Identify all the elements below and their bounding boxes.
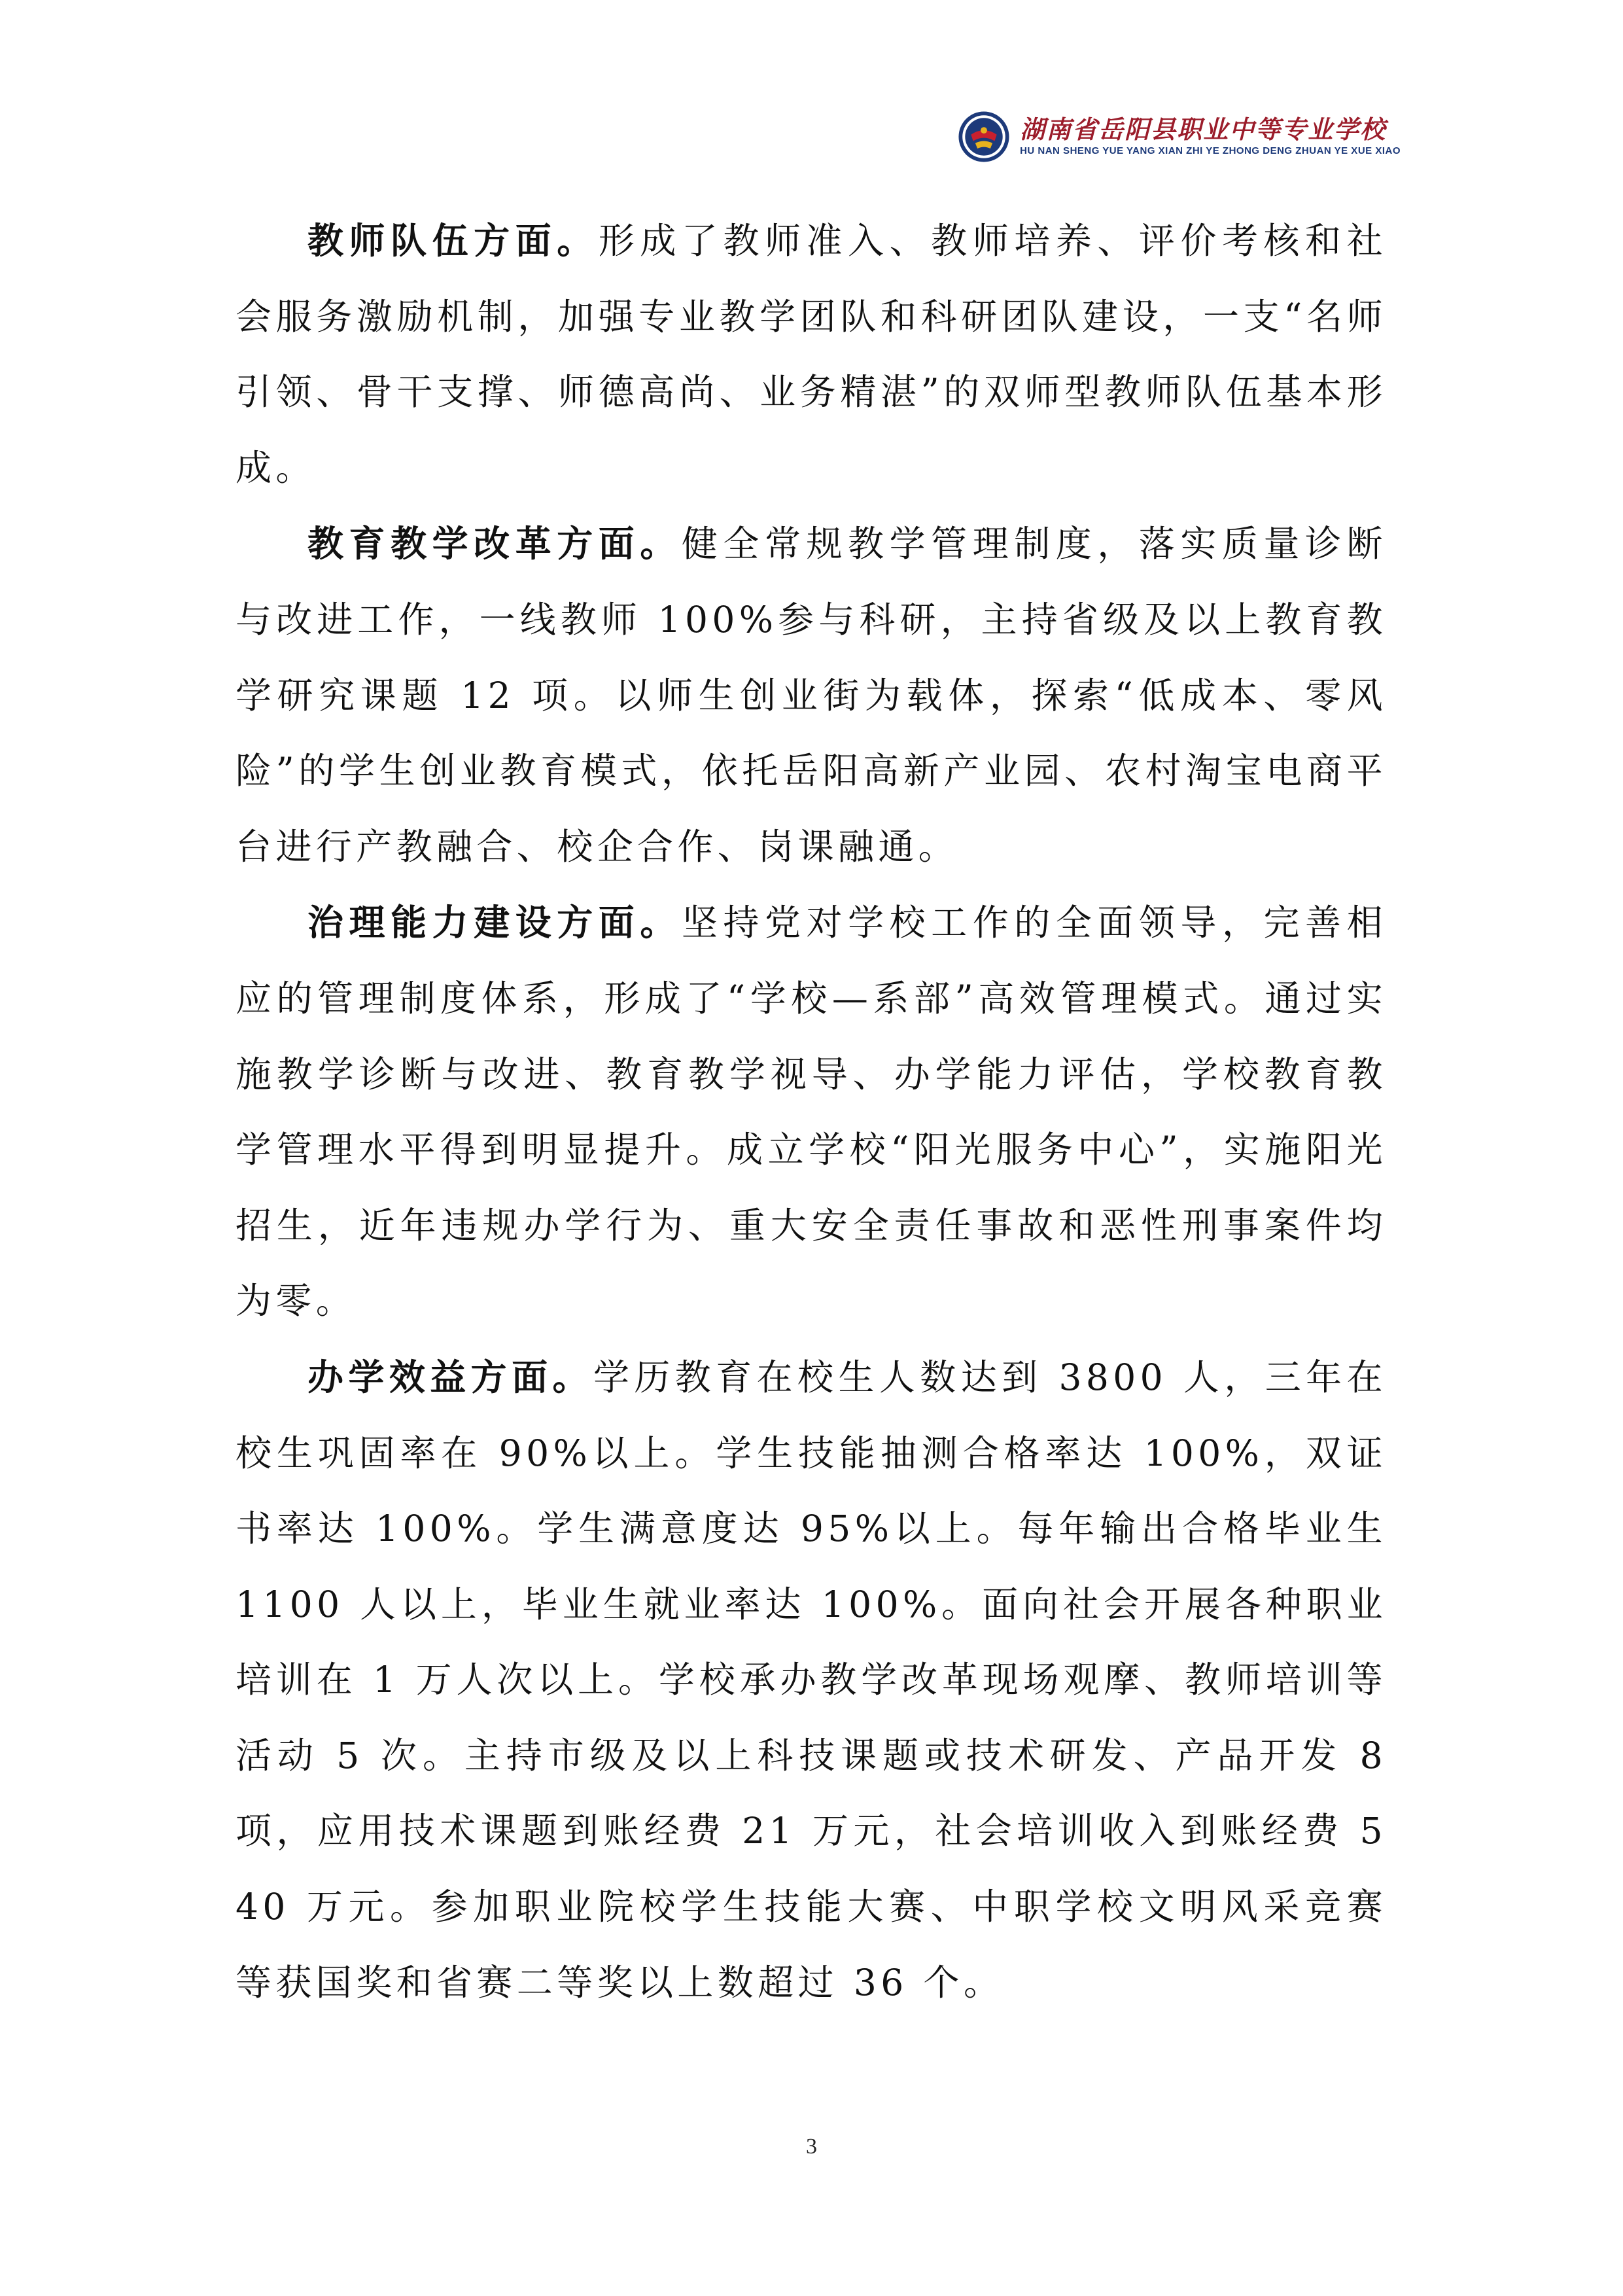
paragraph-text: 坚持党对学校工作的全面领导，完善相应的管理制度体系，形成了“学校—系部”高效管理模式。通过实施教学诊断与改进、教育教学视导、办学能力评估，学校教育教学管理水平得到明显提升。成立学校“阳光服务中心”，实施阳光招生，近年违规办学行为、重大安全责任事故和恶性刑事案件均为零。 xyxy=(236,902,1387,1322)
school-emblem-icon xyxy=(957,110,1011,164)
paragraph-heading: 办学效益方面。 xyxy=(307,1355,593,1398)
school-name-pinyin: HU NAN SHENG YUE YANG XIAN ZHI YE ZHONG DENG ZHUAN YE XUE XIAO xyxy=(1020,145,1401,156)
paragraph-school-benefits xyxy=(236,1339,1387,2021)
page-number: 3 xyxy=(806,2134,817,2159)
paragraph-heading: 教师队伍方面。 xyxy=(307,219,599,262)
header-text xyxy=(1020,115,1401,158)
paragraph-text: 形成了教师准入、教师培养、评价考核和社会服务激励机制，加强专业教学团队和科研团队建设，一支“名师引领、骨干支撑、师德高尚、业务精湛”的双师型教师队伍基本形成。 xyxy=(236,220,1387,489)
paragraph-teachers xyxy=(236,203,1387,506)
paragraph-heading: 教育教学改革方面。 xyxy=(307,522,682,565)
document-body xyxy=(236,203,1387,2021)
paragraph-text: 健全常规教学管理制度，落实质量诊断与改进工作，一线教师 100%参与科研，主持省级及以上教育教学研究课题 12 项。以师生创业街为载体，探索“低成本、零风险”的学生创业教育模式，依托岳阳高新产业园、农村淘宝电商平台进行产教融合、校企合作、岗课融通。 xyxy=(236,523,1387,868)
school-name: 湖南省岳阳县职业中等专业学校 xyxy=(1020,115,1387,144)
paragraph-governance xyxy=(236,885,1387,1339)
paragraph-text: 学历教育在校生人数达到 3800 人，三年在校生巩固率在 90%以上。学生技能抽测合格率达 100%，双证书率达 100%。学生满意度达 95%以上。每年输出合格毕业生 1100 人以上，毕业生就业率达 100%。面向社会开展各种职业培训在 1 万人次以上。学校承办教学改革现场观摩、教师培训等活动 5 次。主持市级及以上科技课题或技术研发、产品开发 8 项，应用技术课题到账经费 21 万元，社会培训收入到账经费 540 万元。参加职业院校学生技能大赛、中职学校文明风采竞赛等获国奖和省赛二等奖以上数超过 36 个。 xyxy=(236,1356,1387,2004)
paragraph-heading: 治理能力建设方面。 xyxy=(307,901,682,944)
page-header xyxy=(957,110,1401,164)
paragraph-teaching-reform xyxy=(236,506,1387,885)
